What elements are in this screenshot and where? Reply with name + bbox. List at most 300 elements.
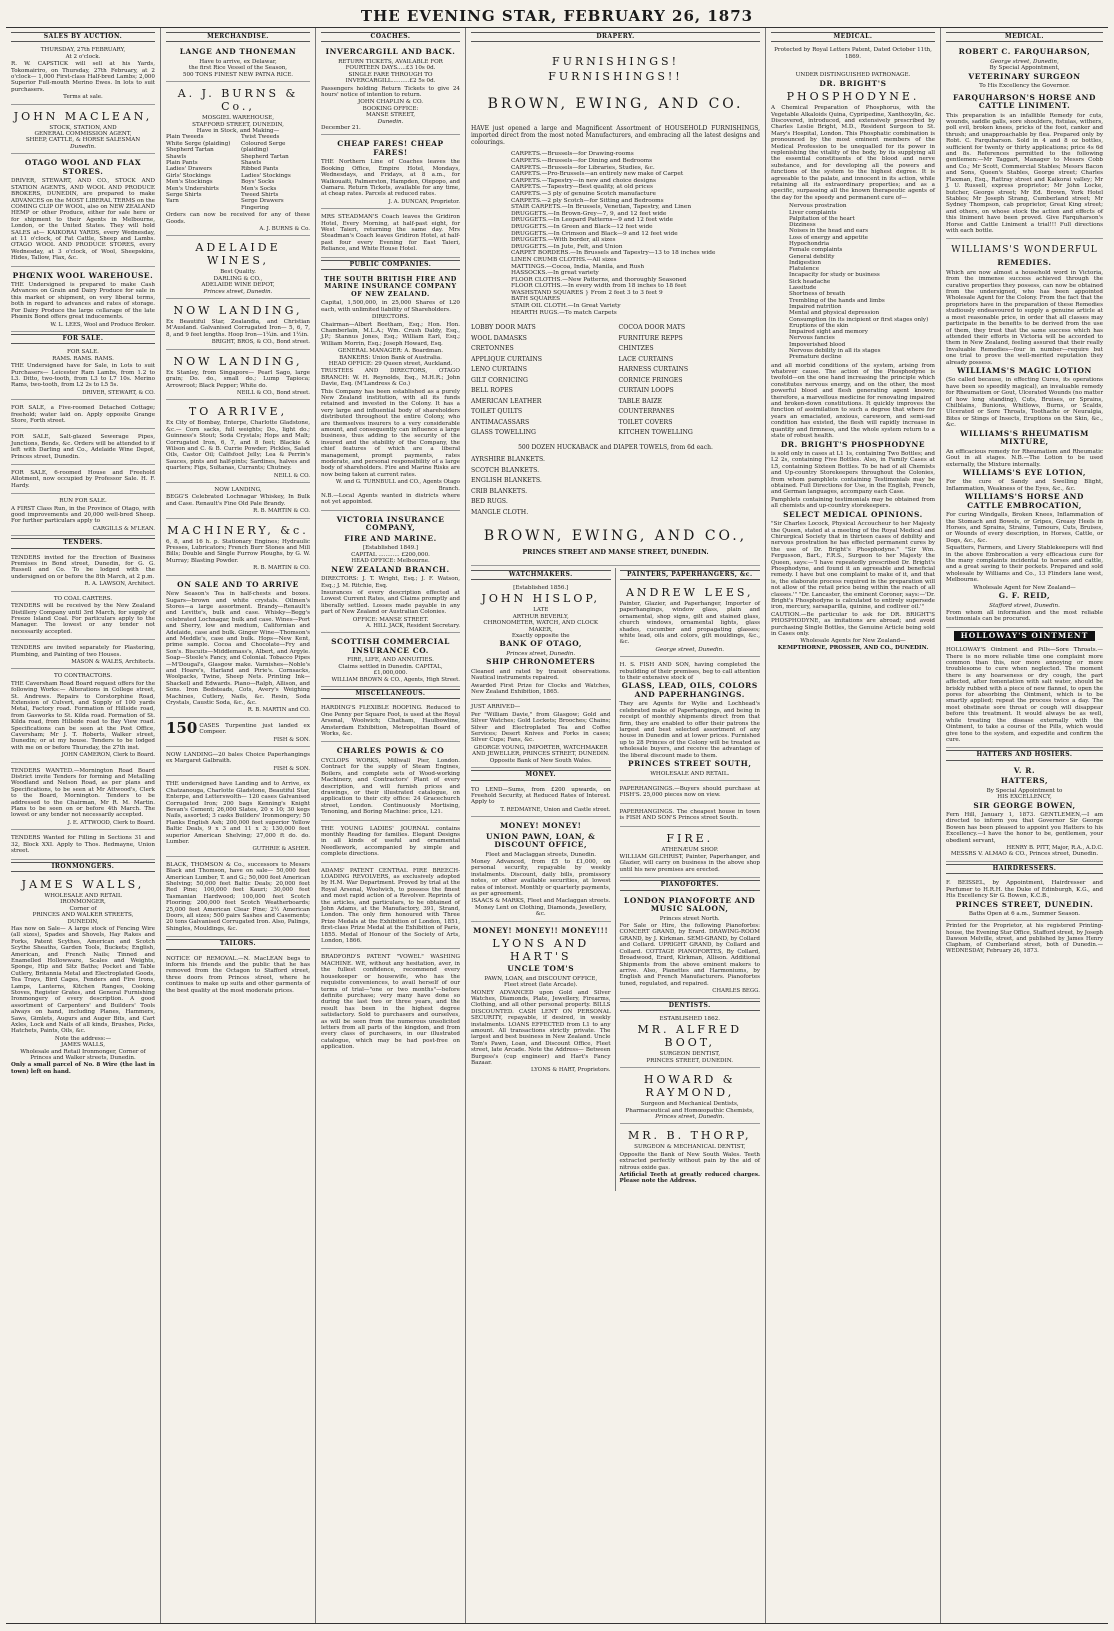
ad-body: Ex Beautiful Star, Zealandia, and Christian M'Ausland. Galvanised Corrugated Iron— 5, 6, 7, 8, and 9 feet lengths. Hoop Iron—1¼in. and 1½in. — [166, 319, 310, 338]
ad-note: Note the address:— — [54, 1035, 112, 1042]
section-money: MONEY. — [471, 770, 611, 780]
ad-sub: RAMS. RAMS. RAMS. — [52, 355, 114, 362]
ad-line: HEAD OFFICE: 29 Queen street, Auckland. — [328, 360, 453, 367]
list-item: BED RUGS. — [471, 498, 508, 506]
ad-body: For curing Windgalls, Broken Knees, Inflammation of the Stomach and Bowels, or Gripes, Greasy Heels in Horses, and Sprains, Strains, Tumours, Cuts, Bruises, or Wounds of every description, in Horses, Cattle, or Dogs, &c., &c. — [946, 512, 1103, 544]
ad-line: VETERINARY SURGEON — [968, 71, 1081, 81]
ad-signature: R. B. MARTIN & CO. — [253, 508, 310, 515]
ad-line: Fleet and Maclaggan streets, Dunedin. — [485, 851, 597, 858]
ad-holloway — [946, 644, 1103, 748]
list-item: DRUGGETS.—In Jute, Felt, and Union — [511, 243, 623, 250]
list-item: Liver complaints — [789, 209, 837, 216]
ad-line: Wholesale Agents for New Zealand— — [800, 638, 906, 645]
ad-line: SHEEP, CATTLE, & HORSE SALESMAN — [25, 137, 141, 144]
list-item: MANGLE CLOTH. — [471, 508, 529, 516]
ad-heading: CHEAP FARES! CHEAP FARES! — [337, 139, 444, 157]
list-item: CARPETS.—2 ply Scotch—for Sitting and Bedrooms — [511, 197, 664, 204]
ad-signature: CHARLES BEGG. — [712, 988, 760, 995]
goods-list — [471, 322, 760, 439]
ad-sub: UNCLE TOM'S — [507, 964, 575, 974]
ad-heading: RUN FOR SALE. — [59, 498, 107, 505]
list-item: Twist Tweeds — [241, 134, 280, 141]
ad-body: THE Undersigned is prepared to make Cash Advances on Grain and Dairy Produce for sale in this market or shipment, on very liberal terms, both in regard to advances and rates of storage. For Dairy Produce the large cellarage of the late Phœnix Bond offers great inducements. — [11, 282, 155, 321]
list-item: Sick headache — [789, 278, 831, 285]
ad-heading: NOW LANDING, — [214, 486, 262, 493]
ad-beissel — [946, 877, 1103, 921]
list-item: Men's Socks — [241, 185, 277, 192]
list-item: CARPETS.—3 ply of genuine Scotch manufacture — [511, 190, 656, 197]
ad-heading: MR. B. THORP, — [627, 1129, 752, 1143]
ad-body: PAPERHANGINGS. The cheapest house in town is FISH AND SON'S Princes street South. — [619, 808, 760, 822]
ad-union-pawn — [471, 819, 611, 922]
ad-heading: WILLIAMS'S MAGIC LOTION — [957, 365, 1092, 375]
ad-sub: NEW ZEALAND BRANCH. — [331, 564, 450, 574]
ad-line: To His Excellency the Governor. — [979, 83, 1070, 90]
list-item: Ladies' Stockings — [241, 172, 291, 179]
ad-line: Princes street, Dunedin. — [655, 1113, 725, 1120]
ad-williams — [946, 241, 1103, 627]
list-item: Loss of energy and appetite — [789, 234, 868, 241]
ad-heading: NOW LANDING, — [173, 304, 303, 318]
ad-signature: MASON & WALES, Architects. — [71, 658, 155, 665]
list-item: Nervous debility in all its stages — [789, 348, 881, 355]
list-item: HEARTH RUGS.—To match Carpets — [511, 309, 617, 316]
list-item: TOILET COVERS — [618, 418, 673, 426]
ad-burns — [166, 84, 310, 236]
ad-body: THE YOUNG LADIES' JOURNAL contains monthly Reading for families. Elegant Designs in all kinds of useful and ornamental Needlework, accompanied by simple and complete directions. — [321, 825, 460, 858]
ad-address: Stafford street, Dunedin. — [989, 602, 1060, 609]
list-item: Ladies' Drawers — [166, 166, 213, 173]
list-item: DRUGGETS.—In Crimson and Black—9 and 12 feet wide — [511, 230, 678, 237]
ad-heading: JAMES WALLS, — [21, 877, 145, 891]
ad-body: WILLIAM GILCHRIST, Painter, Paperhanger, and Glazier, will carry on business in the above shop until his new premises are erected. — [619, 854, 760, 873]
ad-town: Dunedin. — [70, 143, 96, 150]
ad-address: PRINCES STREET, DUNEDIN. — [955, 899, 1094, 909]
list-item: Plain Pants — [166, 159, 198, 166]
section-public-companies: PUBLIC COMPANIES. — [321, 260, 460, 270]
ad-heading: GLASS, LEAD, OILS, COLORS AND PAPERHANGINGS. — [621, 681, 758, 699]
ad-line: DARLING & CO., — [213, 275, 263, 282]
ad-body: Which are now almost a household word in Victoria, from the immense success achieved through the curative properties they possess, can now be obtained from the undersigned, who has been appointed Wholesale Agent for the Colony. From the fact that the proprietors have in the preparation of these Remedies studiously endeavoured to supply a genuine article at a most reasonable price, in order that all classes may participate in the benefits to be derived from the use of them, they trust that the same success which has attended their efforts in Victoria will be accorded to them in New Zealand, feeling assured that their really Invaluable Remedies—four in number—require but one trial to prove the well-merited reputation they already possess. — [946, 269, 1103, 366]
ad-signature: A. HILL JACK, Resident Secretary. — [365, 622, 460, 629]
ad-body: HOLLOWAY'S Ointment and Pills—Sore Throats.—There is no more reliable time one complaint more common than this, nor more annoying or more troublesome to cure when neglected. The moment there is any hoarseness or dry cough, the part affected, after fomentation with salt water, should be briskly rubbed with a piece of new flannel, to open the pores for absorbing the Ointment, which is to be smartly applied; repeat the process twice a day. The most obstinate sore throat or cough will disappear before this treatment. It would always be as well, while treating the disease externally with the Ointment, to take a course of the Pills, which would give tone to the system, and expedite and confirm the cure. — [946, 647, 1103, 743]
ad-body: F. BEISSEL, by Appointment, Hairdresser and Perfumer to H.R.H. the Duke of Edinburgh, K.G., and His Excellency Sir G. Bowen, K.C.B., — [946, 880, 1103, 900]
ad-body: R. W. CAPSTICK will sell at his Yards, Tokomairiro, on Thursday, 27th February, at 2 o'clock— 1,000 First-class Half-bred Lambs; 2,000 Superior Full-mouth Merino Ewes. In lots to suit purchasers. — [11, 61, 155, 93]
list-item: Nervous fancies — [789, 335, 835, 342]
ad-body: HAVE just opened a large and Magnificent Assortment of HOUSEHOLD FURNISHINGS, imported direct from the most noted Manufacturers, and embracing all the latest designs and colourings. — [471, 125, 760, 147]
ad-lyons-hart — [471, 924, 611, 1077]
ad-signature: R. A. LAWSON, Architect. — [84, 581, 155, 588]
list-item: Eruptions of the skin — [789, 322, 849, 329]
ad-body: TENDERS are invited separately for Plastering, Plumbing, and Painting of two Houses. — [11, 645, 155, 658]
ad-body: CYCLOPS WORKS, Millwall Pier, London. Contract for the supply of Steam Engines, Boilers, and complete sets of Wood-working Machinery, and Contractors' Plant of every description, and will furnish prices and drawings, or their illustrated catalogue, on application to their city office: 24 Gracechurch street, London. Continuously Mortising, Tenoning, and Boring Machine: price, L21. — [321, 757, 460, 816]
section-miscellaneous: MISCELLANEOUS. — [321, 689, 460, 699]
ad-line: PRINCES AND WALKER STREETS, — [32, 912, 134, 919]
ad-heading: NOW LANDING, — [173, 354, 303, 368]
ad-signature: WILLIAM BROWN & CO., Agents, High Street. — [331, 676, 460, 683]
ad-line: BOOKING OFFICE: — [362, 105, 419, 112]
list-item: DRUGGETS.—With border, all sizes — [511, 237, 616, 244]
ad-body: A Chemical Preparation of Phosphorus, with the Vegetable Alkaloids Quina, Cypripedine, Xanthoxylin, &c. Discovered, introduced, and extensively prescribed by Charles Leslie Bright, M.D., Resident Surgeon to St. Mary's Hospital, London. This Phosphatic combination is pronounced by the most eminent members of the Medical Profession to be unequalled for its power in replenishing the vitality of the body, by its supplying all the essential constituents of the blood and nerve substance, and for developing all the powers and functions of the system to the highest degree. It is agreeable to the palate, and innocent in its action, while retaining all its extraordinary properties; and as a specific, surpassing all the known therapeutic agents of the day for the speedy and permanent cure of— — [771, 105, 935, 201]
ad-for-sale-1 — [11, 402, 155, 429]
ad-machinery — [166, 521, 310, 576]
ad-heading: ANDREW LEES, — [625, 585, 754, 599]
ad-line: RETURN TICKETS, AVAILABLE FOR — [338, 58, 443, 65]
ad-adams — [321, 865, 460, 950]
ad-brand: BROWN, EWING, AND CO. — [487, 96, 744, 113]
ad-line: Surgeon and Mechanical Dentists, — [640, 1101, 739, 1108]
ad-line: Corner of — [69, 905, 97, 912]
ad-body: Awarded First Prize for Clocks and Watches, New Zealand Exhibition, 1865. — [471, 682, 611, 696]
ad-number: 150 — [166, 718, 198, 737]
ad-signature: HENRY B. PITT, Major, R.A., A.D.C. — [1006, 845, 1103, 852]
section-painters: PAINTERS, PAPERHANGERS, &c. — [620, 570, 761, 580]
list-item: DRUGGETS.—In Green and Black—12 feet wide — [511, 223, 653, 230]
ad-signature: W. L. LEES, Wool and Produce Broker. — [50, 321, 155, 328]
ad-body: NOW LANDING—20 bales Choice Paperhangings ex Margaret Galbraith. — [166, 752, 310, 765]
ad-phosphodyne — [771, 45, 935, 654]
ad-capstick — [11, 45, 155, 104]
ad-heading: WILLIAMS'S EYE LOTION, — [962, 467, 1087, 477]
ad-body: THE Caversham Road Board request offers for the following Works:— Alterations in College street, St. Andrews. Repairs to Corstorphine Road, Extension of Culvert, and Supply of 100 yards Metal, Factory road. Formation of Hillside road, from Gasworks to St. Kilda road. Formation of St. Kilda road, from Hillside road to Bay View road. Specifications can be seen at the Post Office, Caversham; Mr J. T. Roberts, Walker street, Dunedin; or at my house. Tenders to be lodged with me on or before Thursday, the 27th inst. — [11, 680, 155, 751]
ad-signature: KEMPTHORNE, PROSSER, AND CO., DUNEDIN. — [777, 644, 929, 651]
ad-body: This preparation is an infallible Remedy for cuts, wounds, saddle galls, sore shoulders, fistulas, withers, poll evil, broken knees, pricks of the foot, canker and thrush; and unapproachable by flea. Prepared only by Robt. C. Farquharson. Sold in 4 and 8 oz bottles, sufficient for twenty or thirty applications; price 4s 6d and 8s. References permitted to the following gentlemen:—Mr Taggart, Manager to Messrs Cobb and Co.; Mr Scott, Commercial Stables; Messrs Bacon and Sons, Queen's Stables, George street; Charles Flaxman, Esq., Rattray street and Kaikorai valley; Mr J. U. Russell, express proprietor; Mr John Locke, butcher, George street; Mr Ed. Brown, York Hotel Stables; Mr Joseph Strang, Cumberland street; Mr Sydney Thompson, cab proprietor, Great King street; and others, on whose stock the action and effects of this liniment have been proved. Give Farquharson's Horse and Cattle Liniment a trial!!! Full directions with each bottle. — [946, 112, 1103, 234]
ad-line: IRONMONGER, — [60, 899, 106, 906]
list-item: Impoverished blood — [789, 341, 846, 348]
ad-heading: WILLIAMS'S HORSE AND CATTLE EMBROCATION, — [964, 492, 1085, 510]
list-item: BATH SQUARES — [511, 296, 561, 303]
ad-line: the first Rice Vessel of the Season, — [188, 65, 288, 72]
ad-heading: MACHINERY, &c. — [167, 523, 309, 537]
ad-signature: A. J. BURNS & Co. — [259, 226, 310, 233]
list-item: WASHSTAND SQUARES } From 2 feet 3 to 3 feet 9 — [511, 289, 663, 296]
ad-heading: PHOSPHODYNE. — [786, 90, 920, 104]
list-item: FURNITURE REPPS — [618, 334, 683, 342]
ad-line: HIS EXCELLENCY, — [997, 794, 1052, 801]
column-5 — [766, 28, 941, 1623]
ad-now-landing-4 — [166, 749, 310, 776]
ad-heading: CHARLES POWIS & CO — [336, 746, 445, 756]
ad-signature: GUTHRIE & ASHER. — [252, 846, 310, 853]
ad-signature: JAMES WALLS, — [60, 1042, 106, 1049]
ad-line: HEAD OFFICE: Melbourne. — [351, 558, 430, 565]
ad-heading: DR. BRIGHT'S — [819, 78, 887, 88]
ad-line: MANSE STREET, — [366, 112, 415, 119]
ad-sub: FIRE, LIFE, AND ANNUITIES. — [347, 657, 434, 664]
ad-body: THE undersigned have Landing and to Arrive, ex Chatzanouga, Charlotte Gladstone, Beautiful Star, Enterpe, and Letterswolth— 120 cases Galvanised Corrugated Iron; 200 bags Kenning's Knight Bevan's Cement; 26,000 Slates, 20 x 10; 30 kegs Nails, assorted; 3 casks Builders' Ironmongery; 50 Flanks English Ash; 200,000 feet superior Yellow Baltic Deals, 9 x 3 and 11 x 3; 130,000 feet superior American Shelving; 27,000 ft do. do. Lumber. — [166, 781, 310, 845]
ad-line: SURGEON & MECHANICAL DENTIST, — [634, 1144, 746, 1151]
ad-fish — [620, 659, 761, 781]
ad-heading: DR. BRIGHT'S PHOSPHODYNE — [780, 439, 926, 449]
list-item: CARPETS.—Brussels—for Libraries, Studies, &c. — [511, 164, 655, 171]
ad-tender-1 — [11, 552, 155, 592]
ad-boot — [620, 1014, 761, 1068]
imprint: Printed for the Proprietor, at his registered Printing-house, the Evening Star Office, Stafford street, by Joseph Dawson Melville, street, and published by James Henry Clapham, of Cumberland street, both of Dunedin.—WEDNESDAY, February 26, 1873. — [946, 923, 1103, 955]
list-item: FLOOR CLOTHS.—New Patterns, and thoroughly Seasoned — [511, 276, 687, 283]
ad-hislop — [471, 583, 611, 700]
list-item: CARPETS.—Tapestry—in new and choice designs — [511, 177, 656, 184]
list-item: Mental and physical depression — [789, 310, 880, 317]
ad-heading: FIRE. — [666, 831, 714, 845]
ad-body: Fern Hill, January 1, 1873. GENTLEMEN,—I am directed to inform you that Governor Sir George Bowen has been pleased to appoint you Hatters to his Excellency.—I have the honor to be, gentlemen, your obedient servant, — [946, 812, 1103, 844]
ad-line: SINGLE FARE THROUGH TO INVERCARGILL..........£2 5s 0d. — [345, 71, 436, 85]
ad-body: "Sir Charles Locock, Physical Accoucheur to her Majesty the Queen, stated at a meeting of the Royal Medical and Chirurgical Society that in thirteen cases of debility and nervous prostration he has effected permanent cures by the use of Dr. Bright's Phosphodyne." "Sir Wm. Fergusson, Bart., F.R.S., Surgeon to her Majesty the Queen, says:—'I have repeatedly prescribed Dr. Bright's Phosphodyne, and found it an agreeable and beneficial remedy. I have but one complaint to make of it, and that is, the elaborate process required in the preparation will not allow of the retail price being within the reach of all classes.'" "Dr. Lancaster, the eminent Coroner, says:—'Dr. Bright's Phosphodyne is calculated to entirely supersede iron, mercury, sarsaparilla, quinine, and codliver oil.'" — [771, 521, 935, 611]
ad-body: For the cure of Sandy and Swelling Blight, Inflammation, Weakness of the Eyes, &c., &c. — [946, 479, 1103, 492]
list-item: TOILET QUILTS — [471, 408, 523, 416]
column-2 — [161, 28, 316, 1623]
list-item: STAIR CARPETS.—In Brussels, Venetian, Tapestry, and Linen — [511, 204, 692, 211]
ad-now-landing-3 — [166, 485, 310, 519]
ad-heading: TO ARRIVE, — [188, 405, 288, 419]
ad-line: ADELAIDE WINE DEPOT, — [201, 282, 275, 289]
list-item: TABLE BAIZE — [618, 397, 663, 405]
list-item: ENGLISH BLANKETS. — [471, 477, 542, 485]
section-hairdressers: HAIRDRESSERS. — [946, 864, 1103, 874]
list-item: Yarn — [166, 198, 179, 205]
section-tailors: TAILORS. — [166, 939, 310, 949]
ad-address: George street, Dunedin. — [655, 646, 724, 653]
list-item: Men's Undershirts — [166, 185, 219, 192]
ad-heading: VICTORIA INSURANCE COMPANY, — [336, 514, 445, 533]
ad-body: Has now on Sale— A large stock of Fencing Wire (all sizes), Spades and Shovels, Hay Rakes and Forks, Patent Scythes, American and Scotch Scythe Sheaths, Garden Tools, Buckets; English, American, and French Nails; Tinned and Enamelled Hollowware, Scales and Weights, Sponge, Hip and Sitz Baths; Pocket and Table Cutlery, Britannia Metal and Electroplated Goods, Tea Trays, Bird Cages, Fenders and Fire Irons, Lamps, Lanterns, Kitchen Ranges, Cooking Stoves, Register Grates, and General Furnishing Ironmongery of every description. A good assortment of Carpenters' and Builders' Tools always on hand, including Planes, Hammers, Saws, Gimlets, Augurs and Auger Bits, and Cart Axles, Lock and Nails of all kinds, Brushes, Picks, Hatchets, Paints, Oils, &c. — [11, 925, 155, 1035]
ad-body: Squatters, Farmers, and Livery Stablekeepers will find in the above Embrocation a very efficacious cure for the many complaints incidental to horses and cattle, and a great saving to their pockets. Prepared and sold wholesale by Williams and Co., 13 Flinders lane west, Melbourne. — [946, 545, 1103, 584]
list-item: SCOTCH BLANKETS. — [471, 466, 540, 474]
ad-sub: FIRE AND MARINE. — [344, 533, 437, 543]
ad-signature: NEILL & CO. — [273, 472, 310, 479]
section-ironmongers: IRONMONGERS. — [11, 862, 155, 872]
ad-for-sale-2 — [11, 431, 155, 465]
ad-town: DUNEDIN, — [67, 918, 99, 925]
column-4 — [466, 28, 766, 1623]
ad-body: THE Undersigned have for Sale, in Lots to suit Purchasers— Leicester Ram Lambs, from 1.2 to L3. Ditto, two-tooth, from L3 to L7 10s. Merino Rams, two-tooth, from L2 2s to L5 5s. — [11, 363, 155, 389]
list-item: Incapacity for study or business — [789, 272, 880, 279]
ad-tender-2 — [11, 642, 155, 669]
list-item: LENO CURTAINS — [471, 366, 527, 374]
ad-hatters — [946, 764, 1103, 862]
ad-signature: FISH & SON. — [273, 736, 310, 743]
ad-tender-3 — [11, 832, 155, 859]
ad-body: TENDERS will be received by the New Zealand Distillery Company until 3rd March, for supply of Freeze Island Coal. For particulars apply to the Manager. The lowest or any tender not necessarily accepted. — [11, 603, 155, 635]
column-4-lower — [471, 568, 760, 1191]
ad-signature: JOHN CHAPLIN & CO. — [357, 99, 423, 106]
ad-mornington — [11, 765, 155, 831]
ad-line: STOCK, STATION, AND — [49, 124, 117, 131]
ad-signature: G. F. REID, — [998, 591, 1051, 601]
blankets-list — [471, 455, 760, 517]
list-item: APPLIQUE CURTAINS — [471, 355, 542, 363]
ad-heading: MONEY! MONEY! — [500, 821, 582, 831]
ad-now-landing-2 — [166, 352, 310, 401]
ad-signature: Wholesale and Retail Ironmonger, Corner of Princes and Walker streets, Dunedin. — [20, 1048, 146, 1062]
ad-line: GENERAL MANAGER: A. Boardman. — [337, 348, 444, 355]
list-item: Consumption (in its incipient or first stages only) — [789, 316, 929, 323]
ad-body: Money Advanced, from £5 to £1,000, on personal security, repayable by weekly instalments. Discount, daily bills, promissory notes, or other available securities, at lowest rates of interest. Monthly or quarterly payments, as per agreement. — [471, 859, 611, 898]
list-item: CRETONNES — [471, 345, 514, 353]
ad-body: Pamphlets containing testimonials may be obtained from all chemists and up-country storekeepers. — [771, 496, 935, 510]
ad-heading: ON SALE AND TO ARRIVE — [177, 579, 299, 589]
list-item: Dizziness — [789, 222, 816, 229]
list-item: CARPET BORDERS.—In Brussels and Tapestry—13 to 18 inches wide — [511, 250, 716, 257]
ad-heading: LYONS AND HART'S — [492, 937, 590, 964]
list-item: Tweed Shirts — [241, 192, 279, 198]
list-item: GLASS TOWELLING — [471, 429, 536, 437]
ad-heading: FURNISHINGS! — [552, 55, 679, 69]
list-item: FLOOR CLOTHS.—In every width from 18 inches to 18 feet — [511, 283, 687, 290]
list-item: Trembling of the hands and limbs — [789, 297, 885, 304]
ad-body: They are Agents for Wylie and Lochhead's celebrated make of Paperhangings, and being in receipt of monthly shipments direct from that firm, they are enabled to offer their patrons the largest and best selected assortment of any house in Dunedin and at lower prices. Furnished up to 28 Princes of the Colony will be treated as wholesale buyers, and receive the advantage of the liberal discount made to them. — [619, 701, 760, 759]
ad-lange — [166, 45, 310, 82]
ad-heading: JOHN MACLEAN, — [13, 109, 153, 123]
ad-farquharson — [946, 45, 1103, 239]
list-item: Serge Shirts — [166, 192, 202, 198]
list-item: AYRSHIRE BLANKETS. — [471, 456, 545, 464]
ad-signature: GEORGE YOUNG, IMPORTER, WATCHMAKER AND JEWELLER, PRINCES STREET, DUNEDIN. — [472, 744, 610, 758]
list-item: CURTAIN LOOPS — [618, 387, 674, 395]
list-item: Shepherd Tartan Shawls — [241, 153, 289, 166]
section-tenders: TENDERS. — [11, 538, 155, 548]
goods-right — [619, 322, 761, 439]
ad-line: Exactly opposite the — [511, 633, 570, 639]
ad-heading: FURNISHINGS!! — [548, 70, 683, 84]
ad-line: MESSRS V. ALMAO & CO., Princes street, Dunedin. — [950, 851, 1099, 858]
list-item: Flatulence — [789, 266, 820, 273]
ad-body: BRADFORD'S PATENT "VOWEL" WASHING MACHINE. WE, without any hesitation, aver, in the fullest confidence, recommend every housekeeper or housewife, who has the requisite conveniences, to avail herself of our terms of trial—"one or two months"—before definite purchase; very many have done so during the last two or three years, and the result has been in the highest degree satisfactory. Sold to purchasers and ourselves, as will be seen from the numerous unsolicited letters from all parts of the kingdom, and from every class of purchasers, in our illustrated catalogue, which may be had post-free on application. — [321, 954, 460, 1051]
ad-signature: J. A. DUNCAN, Proprietor. — [388, 198, 460, 205]
ad-address: PRINCES STREET AND MANSE STREET, DUNEDIN. — [522, 548, 709, 557]
ad-line: LATE — [533, 607, 549, 614]
ad-body: and all morbid conditions of the system, arising from whatever cause. The action of the Phosphodyne is twofold—on the one hand increasing the principle which constitutes nervous energy, and on the other, the most powerful blood and flesh generating agent known; therefore, a marvellous medicine for renovating impaired and broken-down constitutions. It quickly improves the function of assimilation to such a degree that where for years an emaciated, anxious, careworn, and semi-sad condition has existed, the flesh will rapidly increase in quantity and firmness, and the whole system return to a state of robust health. — [771, 362, 935, 440]
list-item: ANTIMACASSARS — [471, 418, 530, 426]
ad-line: ATHENÆUM SHOP. — [661, 846, 719, 853]
ad-heading: INVERCARGILL AND BACK. — [325, 47, 456, 57]
ad-line: PRINCES STREET, DUNEDIN. — [646, 1057, 734, 1064]
ad-heading: THE SOUTH BRITISH FIRE AND MARINE INSURANCE COMPANY OF NEW ZEALAND. — [324, 275, 457, 298]
ad-powis — [321, 744, 460, 820]
ad-heading: SCOTTISH COMMERCIAL INSURANCE CO. — [331, 637, 450, 655]
ad-body: HARDING'S FLEXIBLE ROOFING. Reduced to One Penny per Square Foot, is used at the Royal Arsenal, Woolwich; Chatham, Haulbowline, Amsterdam Exhibition, Metropolitan Board of Works, &c. — [321, 705, 460, 737]
ad-line: BANK OF OTAGO, — [499, 639, 583, 649]
ad-footer: Artificial Teeth at greatly reduced charges. Please note the Address. — [619, 1172, 760, 1185]
ad-time: At 2 o'clock. — [65, 53, 101, 60]
ad-line: MOSGIEL WAREHOUSE, — [201, 115, 275, 122]
list-item: CRIB BLANKETS. — [471, 487, 528, 495]
list-item: LACE CURTAINS — [618, 355, 674, 363]
list-item: Shepherd Tartan Shawls — [166, 147, 214, 160]
ad-phoenix — [11, 269, 155, 332]
column-6 — [941, 28, 1108, 1623]
list-item: CARPETS.—Tapestry—Best quality, at old prices — [511, 184, 654, 191]
ad-line: George street, Dunedin, — [990, 58, 1059, 65]
ad-line: Princes street North. — [659, 915, 720, 922]
list-item: Indigestion — [789, 259, 821, 266]
ad-fire — [620, 829, 761, 879]
ad-body: FOR SALE, a Five-roomed Detached Cottage; freehold; water laid on. Apply opposite Grange Store, Forth street. — [11, 405, 155, 424]
section-dentists: DENTISTS. — [620, 1001, 761, 1011]
list-item: WOOL DAMASKS — [471, 334, 527, 342]
ad-george-young — [471, 702, 611, 768]
ad-body: Ex City of Bombay, Enterpe, Charlotte Gladstone, &c.— Corn sacks, full weights; Do., light do.; Guinness's Stout; Soda Crystals; Hops and Malt; Corrugated Iron, 6, 7, and 8 feet; Blackie & Wilson and C. & B. Currie Powder; Pickles, Salad Oils, Castor Oil; Calfsfoot Jelly; Lea & Perrin's Sauces, pints and half-pints; Sardines, halves and quarters; Figs, Sultanas, Currants; Chutney. — [166, 420, 310, 472]
ad-invercargill — [321, 45, 460, 135]
ad-terms: Terms at sale. — [63, 94, 103, 101]
ad-line: [Established 1849.] — [362, 545, 419, 552]
ad-line: By Special Appointment, — [989, 65, 1060, 72]
list-item: Palpitation of the heart — [789, 215, 855, 222]
ad-otago-wool — [11, 156, 155, 266]
column-3 — [316, 28, 466, 1623]
ad-body: is sold only in cases at L1 1s, containing Two Bottles; and L2 2s, containing Five Bottles. Also, in Family Cases at L5, containing Sixteen Bottles. To be had of all Chemists and Up-country Storekeepers throughout the Colonies, from whom pamphlets containing Testimonials may be obtained. Full Directions for Use, in the English, French, and German languages, accompany each Case. — [771, 451, 935, 496]
ad-note: Orders can now be received for any of these Goods. — [166, 212, 310, 225]
ad-line: STAFFORD STREET, DUNEDIN, — [192, 121, 284, 128]
ad-heading: JUST ARRIVED— — [471, 704, 521, 711]
ad-body: ADAMS' PATENT CENTRAL FIRE BREECH-LOADING REVOLVERS, as exclusively adopted by H.M. War Department. Proved by trial at the Royal Arsenal, Woolwich, to possess the finest and most rapid action of a Revolver. Reprints of the articles, and particulars, to be obtained of John Adams, at the Manufactory, 391, Strand, London. The only firm honoured with Three Prize Medals at the Exhibition of London, 1851, first-class Prize Medal at the Exhibition of Paris, 1855. Medal of Honour of the Society of Arts, London, 1866. — [321, 867, 460, 945]
ad-line: SIR GEORGE BOWEN, — [973, 800, 1076, 810]
list-item: White Serge (plaiding) — [166, 140, 231, 147]
ad-line: SURGEON DENTIST, — [659, 1051, 720, 1058]
ad-line: Wholesale Agent for New Zealand— — [973, 584, 1076, 591]
ad-on-sale — [166, 578, 310, 718]
ad-heading: ROBERT C. FARQUHARSON, — [958, 47, 1091, 57]
ad-line: ESTABLISHED 1862. — [659, 1015, 720, 1022]
ad-line: By Special Appointment to — [986, 787, 1063, 794]
ad-body: Opposite the Bank of New South Wales. Teeth extracted perfectly without pain by the aid of nitrous oxide gas. — [619, 1151, 760, 1171]
list-item: STAIR OIL CLOTH.—In Great Variety — [511, 303, 621, 310]
ad-body: TENDERS Wanted for Filling in Sections 31 and 32, Block XXI. Apply to Thos. Redmayne, Union street. — [11, 835, 155, 855]
ad-body: H. S. FISH AND SON, having completed the rebuilding of their premises, beg to call attention to their extensive stock of — [619, 662, 760, 682]
ad-now-landing-1 — [166, 301, 310, 350]
ad-heading: OTAGO WOOL AND FLAX STORES. — [24, 158, 142, 176]
ad-brown-ewing — [471, 45, 760, 565]
ad-note: Baths Open at 6 a.m., Summer Season. — [968, 911, 1081, 917]
ad-heading: FOR SALE. — [67, 349, 99, 356]
ad-body: CAUTION.—Be particular to ask for DR. BRIGHT'S PHOSPHODYNE, as imitations are abroad; and avoid purchasing Single Bottles, the Genuine Article being sold in Cases only. — [771, 611, 935, 638]
ad-body: DRIVER, STEWART, AND CO., STOCK AND STATION AGENTS, AND WOOL AND PRODUCE BROKERS, DUNEDIN, are prepared to make ADVANCES on the MOST LIBERAL TERMS on the COMING CLIP OF WOOL, also on NEW ZEALAND HEMP or other Produce, either for sale here or for shipment to their Agents in Melbourne, London, or the United States. They will hold SALES at— KAIKORAI YARDS, every Wednesday, at 11 o'clock, of Fat Cattle, Sheep and Lambs. OTAGO WOOL AND PRODUCE STORES, every Wednesday, at 3 o'clock, of Wool, Sheepskins, Hides, Tallow, Flax, &c. — [11, 178, 155, 262]
ad-brand: BROWN, EWING, AND CO., — [483, 528, 748, 545]
list-item: DRUGGETS.—In Brown-Grey—7, 9, and 12 feet wide — [511, 210, 667, 217]
list-item: Impaired sight and memory — [789, 329, 868, 336]
list-item: COCOA DOOR MATS — [618, 324, 686, 332]
list-item: HARNESS CURTAINS — [618, 366, 689, 374]
ad-body: Claims settled in Dunedin. CAPITAL, £1,000,000. — [338, 663, 443, 677]
ad-goods-list — [166, 134, 310, 211]
ad-line: WHOLESALE AND RETAIL — [44, 892, 122, 899]
ad-body: FOR SALE, Salt-glazed Sewerage Pipes, Junctions, Bends, &c. Orders will be attended to if left with Darling and Co., Adelaide Wine Depot, Princes street, Dunedin. — [11, 434, 155, 460]
ad-body: For Sale or Hire, the following Pianofortes: CONCERT GRAND, by Erard. DRAWING-ROOM GRAND, by J. Kirkman. SEMI-GRAND, by Collard and Collard. UPRIGHT GRAND, by Collard and Collard. COTTAGE PIANOFORTES, By Collard, Broadwood, Erard, Kirkman, Allison. Additional Shipments from the above eminent makers to arrive. Also, Pianettes and Harmoniums, by English and French Manufacturers. Pianofortes tuned, regulated, and repaired. — [619, 923, 760, 987]
ad-line: DIRECTORS. — [371, 314, 410, 321]
ad-south-british — [321, 273, 460, 511]
list-item: Fingering — [241, 204, 269, 211]
ad-signature: LYONS & HART, Proprietors. — [531, 1067, 611, 1074]
ad-signature: FISH & SON. — [273, 765, 310, 772]
list-item: Premature decline — [789, 354, 842, 361]
ad-harding — [321, 702, 460, 742]
section-drapery: DRAPERY. — [471, 32, 760, 42]
ad-line: FOURTEEN DAYS.....£3 10s 0d. — [345, 65, 436, 72]
list-item: Serge Drawers — [241, 198, 284, 205]
ad-signature: BRIGHT, BROS, & CO., Bond street. — [211, 339, 310, 346]
section-hatters: HATTERS AND HOSIERS. — [946, 750, 1103, 760]
ad-body: MRS STEADMAN'S Coach leaves the Gridiron Hotel, Every Morning, at half-past eight, for West Taieri, returning the same day. Mrs Steadman's Coach leaves Gridiron Hotel, at half-past four every Evening for East Taieri, Reliance, and White House Hotel. — [321, 214, 460, 253]
list-item: LOBBY DOOR MATS — [471, 324, 536, 332]
ad-body: Painter, Glazier, and Paperhanger, Importer of paperhangings, window glass, plain and ornamental, shop signs, gilt and stained glass, church windows, ornamental lights, glass shades, cucumber and propagating glasses; white lead, oils and colors, gilt mouldings, &c., &c. — [619, 600, 760, 646]
ad-footer: Only a small parcel of No. 8 Wire (the last in town) left on hand. — [11, 1062, 155, 1075]
ad-heading: UNION PAWN, LOAN, & DISCOUNT OFFICE, — [486, 831, 596, 850]
goods-left — [471, 322, 613, 439]
ad-victoria — [321, 513, 460, 633]
ad-body: Cleaned and rated by transit observations. Nautical instruments repaired. — [471, 668, 611, 682]
ad-body: TO LEND—Sums, from £200 upwards, on Freehold Security, at Reduced Rates of Interest. Apply to — [471, 786, 611, 806]
ad-line: Fleet street (late Arcade). — [504, 982, 578, 989]
list-item: CARPETS.—Brussels—for Dining and Bedrooms — [511, 158, 653, 164]
